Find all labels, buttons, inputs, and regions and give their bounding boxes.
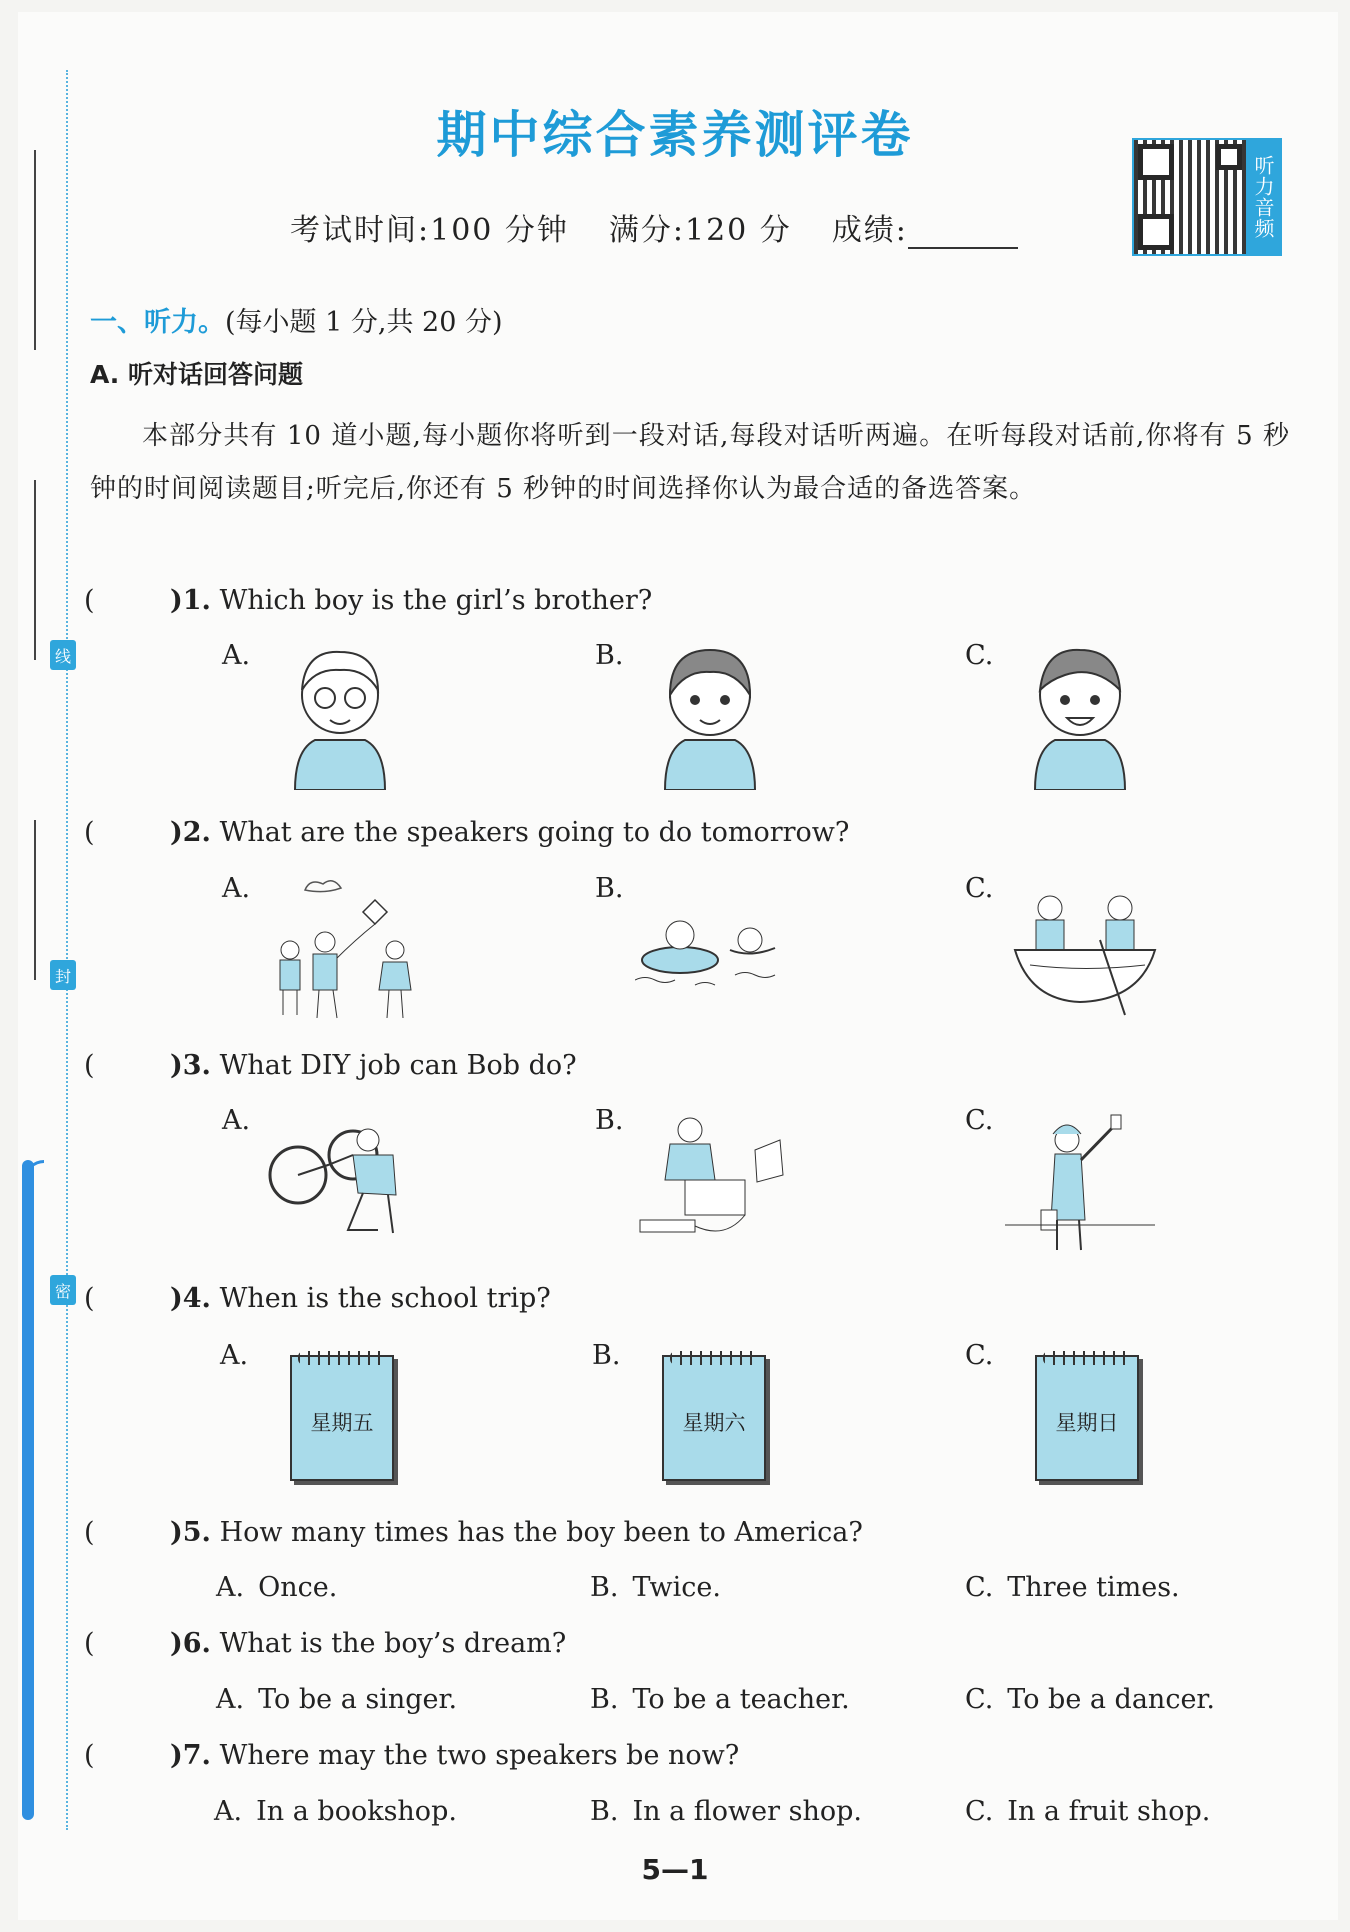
calendar-text: 星期六 bbox=[682, 1411, 746, 1435]
question bbox=[84, 1740, 739, 1771]
option-letter: B. bbox=[595, 1105, 624, 1136]
answer-bracket[interactable]: ( bbox=[84, 1283, 95, 1314]
option[interactable]: A. To be a singer. bbox=[216, 1684, 458, 1715]
section-note: (每小题 1 分,共 20 分) bbox=[225, 307, 503, 338]
calendar-text: 星期五 bbox=[310, 1411, 374, 1435]
calendar-rings-icon bbox=[1043, 1351, 1131, 1365]
swimming-image[interactable] bbox=[635, 900, 795, 990]
kite-flying-image[interactable] bbox=[265, 870, 425, 1020]
answer-bracket[interactable]: ( bbox=[84, 817, 95, 848]
bike-repair-image[interactable] bbox=[268, 1115, 418, 1245]
calendar-text: 星期日 bbox=[1055, 1411, 1119, 1435]
question-number: )2. bbox=[170, 817, 211, 848]
boy-glasses-image[interactable] bbox=[285, 640, 395, 790]
binding-tag: 密 bbox=[50, 1275, 76, 1305]
instructions: 本部分共有 10 道小题,每小题你将听到一段对话,每段对话听两遍。在听每段对话前,你将有 5 秒钟的时间阅读题目;听完后,你还有 5 秒钟的时间选择你认为最合适的备选答案。 bbox=[90, 421, 1290, 504]
binding-line bbox=[34, 820, 36, 980]
question-number: )1. bbox=[170, 585, 211, 616]
section-lead: 一、听力。 bbox=[90, 307, 225, 338]
question-text: What are the speakers going to do tomorrow? bbox=[219, 817, 850, 848]
binding-dotted-line bbox=[66, 70, 68, 1830]
answer-bracket[interactable]: ( bbox=[84, 1740, 95, 1771]
binding-blue-bar bbox=[22, 1160, 34, 1820]
question-text: Where may the two speakers be now? bbox=[219, 1740, 740, 1771]
question-text: Which boy is the girl’s brother? bbox=[219, 585, 653, 616]
question-number: )5. bbox=[170, 1517, 211, 1548]
question-number: )3. bbox=[170, 1050, 211, 1081]
option-letter: B. bbox=[592, 1340, 621, 1371]
option-letter: A. bbox=[222, 1105, 251, 1136]
question bbox=[84, 1283, 551, 1314]
option[interactable]: A. In a bookshop. bbox=[214, 1796, 457, 1827]
option[interactable]: C. Three times. bbox=[965, 1572, 1180, 1603]
question-number: )7. bbox=[170, 1740, 211, 1771]
question-text: What is the boy’s dream? bbox=[219, 1628, 567, 1659]
question bbox=[84, 1628, 566, 1659]
option-letter: A. bbox=[222, 873, 251, 904]
question bbox=[84, 585, 652, 616]
question-text: How many times has the boy been to America? bbox=[219, 1517, 863, 1548]
binding-tag: 线 bbox=[50, 640, 76, 670]
answer-bracket[interactable]: ( bbox=[84, 1050, 95, 1081]
qr-label: 听力音频 bbox=[1246, 140, 1280, 254]
score-blank[interactable] bbox=[908, 219, 1018, 249]
question bbox=[84, 1517, 863, 1548]
option-letter: C. bbox=[965, 640, 994, 671]
option[interactable]: B. Twice. bbox=[590, 1572, 721, 1603]
option-letter: C. bbox=[965, 873, 994, 904]
question-text: When is the school trip? bbox=[219, 1283, 551, 1314]
question-number: )4. bbox=[170, 1283, 211, 1314]
calendar-rings-icon bbox=[298, 1351, 386, 1365]
option[interactable]: A. Once. bbox=[216, 1572, 338, 1603]
computer-repair-image[interactable] bbox=[635, 1110, 795, 1250]
option-letter: C. bbox=[965, 1340, 994, 1371]
option[interactable]: B. To be a teacher. bbox=[590, 1684, 850, 1715]
option-letter: C. bbox=[965, 1105, 994, 1136]
calendar-sunday[interactable] bbox=[1035, 1355, 1139, 1481]
binding-tag: 封 bbox=[50, 960, 76, 990]
question-text: What DIY job can Bob do? bbox=[219, 1050, 577, 1081]
option[interactable]: C. In a fruit shop. bbox=[965, 1796, 1211, 1827]
section-heading bbox=[90, 300, 503, 339]
qr-code-icon bbox=[1134, 140, 1246, 254]
option-letter: A. bbox=[222, 640, 251, 671]
qr-code-box[interactable] bbox=[1132, 138, 1282, 256]
question bbox=[84, 817, 849, 848]
binding-line bbox=[34, 480, 36, 660]
calendar-friday[interactable] bbox=[290, 1355, 394, 1481]
page-title: 期中综合素养测评卷 bbox=[436, 106, 914, 164]
page-number: 5—1 bbox=[641, 1853, 709, 1886]
exam-meta bbox=[290, 205, 1018, 249]
exam-time: 考试时间:100 分钟 bbox=[290, 213, 569, 248]
question-number: )6. bbox=[170, 1628, 211, 1659]
painting-image[interactable] bbox=[1005, 1110, 1165, 1260]
binding-line bbox=[34, 150, 36, 350]
calendar-rings-icon bbox=[670, 1351, 758, 1365]
option-letter: B. bbox=[595, 873, 624, 904]
score-field[interactable]: 成绩: bbox=[832, 205, 1018, 249]
answer-bracket[interactable]: ( bbox=[84, 1517, 95, 1548]
answer-bracket[interactable]: ( bbox=[84, 585, 95, 616]
option-letter: B. bbox=[595, 640, 624, 671]
option[interactable]: B. In a flower shop. bbox=[590, 1796, 862, 1827]
boy-image[interactable] bbox=[655, 640, 765, 790]
part-heading: A. 听对话回答问题 bbox=[90, 360, 304, 389]
calendar-saturday[interactable] bbox=[662, 1355, 766, 1481]
boy-image[interactable] bbox=[1025, 640, 1135, 790]
boating-image[interactable] bbox=[1010, 880, 1160, 1020]
answer-bracket[interactable]: ( bbox=[84, 1628, 95, 1659]
full-score: 满分:120 分 bbox=[608, 213, 792, 248]
question bbox=[84, 1050, 577, 1081]
option-letter: A. bbox=[220, 1340, 249, 1371]
option[interactable]: C. To be a dancer. bbox=[965, 1684, 1215, 1715]
